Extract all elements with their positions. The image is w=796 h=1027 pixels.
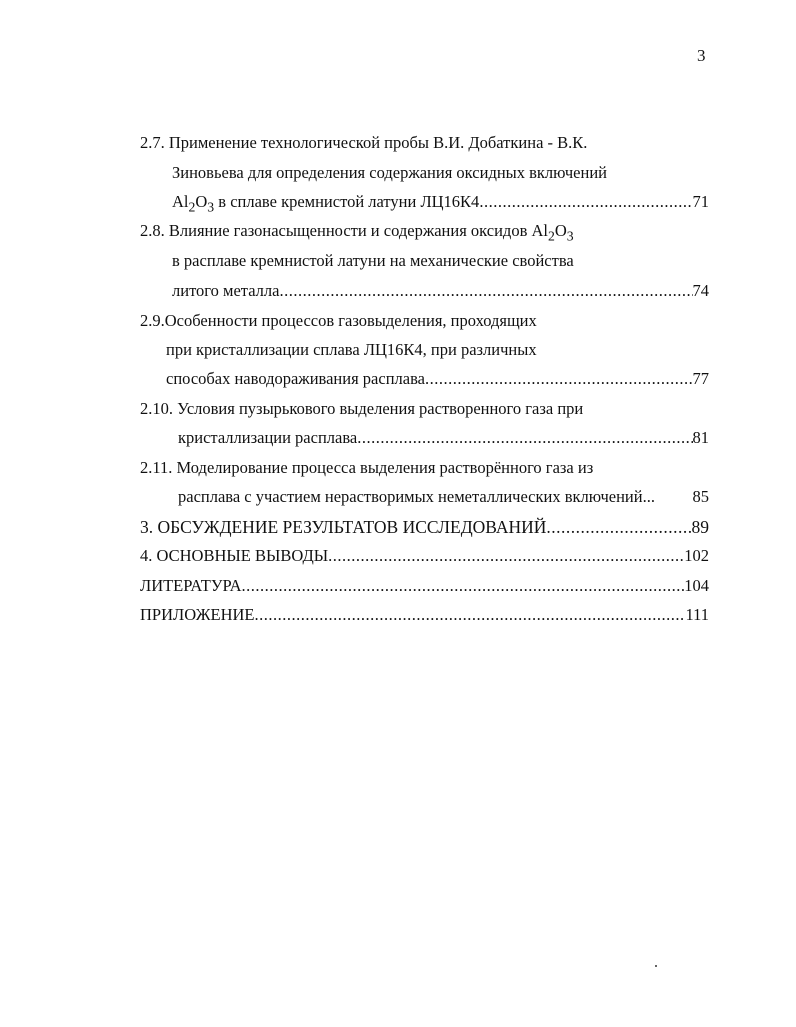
toc-entry-2-11-line-1: 2.11. Моделирование процесса выделения растворённого газа из (140, 458, 594, 477)
scan-speck (655, 965, 657, 967)
dot-leader (425, 366, 693, 392)
toc-entry-2-8-line-3 (172, 278, 709, 304)
dot-leader (357, 425, 692, 451)
toc-entry-2-11-title-end: расплава с участием нерастворимых неметаллических включений... (178, 487, 655, 506)
dot-leader (242, 573, 685, 599)
formula-sub-3: 3 (566, 228, 574, 244)
formula-sub-3: 3 (207, 199, 215, 215)
page-number: 3 (697, 46, 706, 65)
toc-entry-2-8-line-2: в расплаве кремнистой латуни на механические свойства (172, 251, 574, 270)
toc-entry-2-9-page: 77 (692, 369, 709, 388)
toc-entry-literature-title: ЛИТЕРАТУРА (140, 576, 242, 595)
toc-entry-2-9-line-2: при кристаллизации сплава ЛЦ16К4, при различных (166, 340, 537, 359)
toc-entry-2-10-page: 81 (692, 428, 709, 447)
toc-entry-2-7-page: 71 (692, 192, 709, 211)
toc-entry-2-9-line-3 (166, 366, 709, 392)
toc-entry-literature-page: 104 (684, 576, 709, 595)
toc-entry-appendix-title: ПРИЛОЖЕНИЕ (140, 605, 255, 624)
formula-sub-2: 2 (548, 228, 555, 244)
toc-entry-2-10-title-end: кристаллизации расплава (178, 428, 358, 447)
toc-entry-2-7-text: в сплаве кремнистой латуни ЛЦ16К4 (214, 192, 480, 211)
toc-entry-appendix (140, 602, 709, 628)
toc-entry-2-10-line-1: 2.10. Условия пузырькового выделения растворенного газа при (140, 399, 584, 418)
toc-entry-2-7-line-1: 2.7. Применение технологической пробы В.И. Добаткина - В.К. (140, 133, 588, 152)
dot-leader (479, 189, 692, 215)
toc-entry-2-8-page: 74 (692, 281, 709, 300)
toc-entry-4-title: 4. ОСНОВНЫЕ ВЫВОДЫ (140, 546, 329, 565)
toc-entry-2-9-line-1: 2.9.Особенности процессов газовыделения, проходящих (140, 311, 537, 330)
toc-entry-2-9-title-end: способах наводораживания расплава (166, 369, 425, 388)
toc-entry-2-7-line-2: Зиновьева для определения содержания оксидных включений (172, 163, 607, 182)
dot-leader (254, 602, 685, 628)
toc-entry-2-7-title-end (172, 189, 479, 215)
dot-leader (328, 543, 684, 569)
toc-entry-appendix-page: 111 (685, 605, 709, 624)
toc-entry-literature (140, 573, 709, 599)
toc-entry-2-8-title-end: литого металла (172, 281, 280, 300)
formula-sub-2: 2 (188, 199, 196, 215)
formula-o: O (554, 221, 567, 240)
toc-entry-2-8-line-1 (140, 218, 574, 244)
toc-entry-3-title: 3. ОБСУЖДЕНИЕ РЕЗУЛЬТАТОВ ИССЛЕДОВАНИЙ (140, 517, 547, 537)
dot-leader (546, 514, 691, 540)
toc-entry-2-11-line-2 (178, 484, 709, 510)
formula-al: Al (172, 192, 189, 211)
toc-entry-2-11-page: 85 (692, 487, 709, 506)
toc-entry-3 (140, 514, 709, 540)
toc-entry-2-7-line-3 (172, 189, 709, 215)
dot-leader (279, 278, 692, 304)
formula-al: Al (531, 221, 548, 240)
toc-entry-4 (140, 543, 709, 569)
toc-entry-3-page: 89 (691, 517, 709, 537)
toc-entry-2-10-line-2 (178, 425, 709, 451)
toc-entry-2-8-text: 2.8. Влияние газонасыщенности и содержания оксидов (140, 221, 532, 240)
toc-entry-4-page: 102 (684, 546, 709, 565)
formula-o: O (195, 192, 208, 211)
